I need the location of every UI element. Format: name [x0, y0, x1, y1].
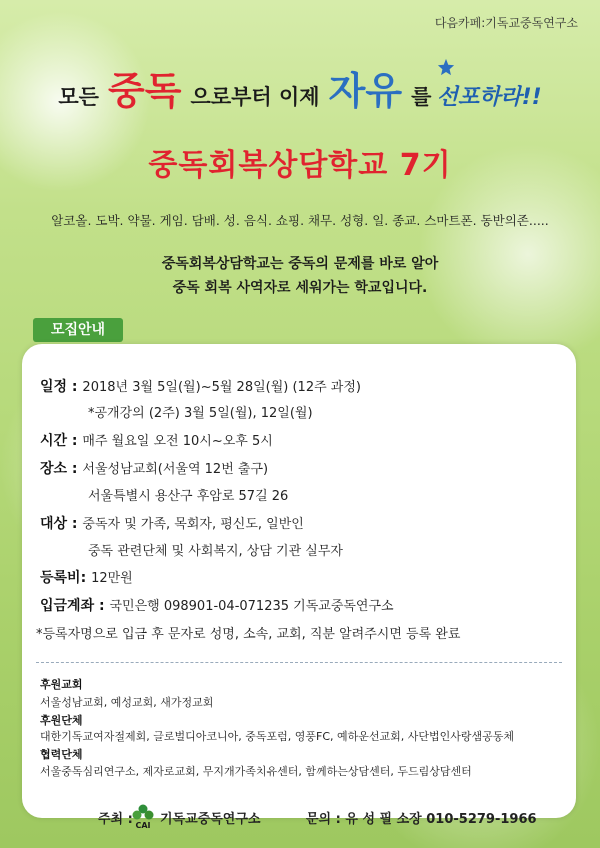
- fee-label: 등록비: [40, 570, 81, 586]
- time-value: 매주 월요일 오전 10시~오후 5시: [82, 434, 273, 449]
- place-address: 서울특별시 용산구 후암로 57길 26: [88, 489, 289, 504]
- schedule-row: 일정 : 2018년 3월 5일(월)~5월 28일(월) (12주 과정): [40, 379, 361, 395]
- host-label: 주최 :: [98, 812, 133, 827]
- account-label: 입금계좌: [40, 598, 95, 614]
- slogan-part1: 모든: [58, 85, 99, 109]
- cafe-name: 다음카페:기독교중독연구소: [434, 16, 578, 30]
- time-label: 시간: [40, 433, 68, 449]
- place-value: 서울성남교회(서울역 12번 출구): [82, 462, 269, 477]
- intro-line1: 중독회복상담학교는 중독의 문제를 바로 알아: [161, 256, 439, 272]
- fee-row: 등록비: 12만원: [40, 570, 133, 586]
- slogan-addiction: 중독: [108, 69, 182, 113]
- place-label: 장소: [40, 461, 68, 477]
- footer: [0, 808, 600, 848]
- fee-value: 12만원: [91, 571, 133, 586]
- coop-orgs: 서울중독심리연구소, 제자로교회, 무지개가족치유센터, 함께하는상담센터, 두드림상담센터: [40, 765, 472, 778]
- recruit-card: [22, 344, 576, 818]
- account-value: 국민은행 098901-04-071235 기독교중독연구소: [109, 599, 394, 614]
- slogan-freedom: 자유: [328, 69, 403, 113]
- star-icon: [437, 58, 455, 76]
- slogan-part3: 으로부터 이제: [190, 85, 320, 109]
- sponsor-orgs: 대한기독교여자절제회, 글로벌디아코니아, 중독포럼, 영풍FC, 예하운선교회, 사단법인사랑샘공동체: [40, 730, 515, 743]
- addiction-keywords: 알코올. 도박. 약물. 게임. 담배. 성. 음식. 쇼핑. 채무. 성형. 일. 종교. 스마트폰. 동반의존.....: [51, 213, 549, 228]
- schedule-note: *공개강의 (2주) 3월 5일(월), 12일(월): [88, 406, 313, 421]
- logo-text: CAI: [135, 821, 151, 830]
- schedule-value: 2018년 3월 5일(월)~5월 28일(월) (12주 과정): [82, 380, 361, 395]
- coop-orgs-label: 협력단체: [40, 748, 83, 761]
- intro-text: [0, 252, 600, 300]
- page-title: 중독회복상담학교 7기: [148, 148, 452, 183]
- registration-note: *등록자명으로 입금 후 문자로 성명, 소속, 교회, 직분 알려주시면 등록 완료: [36, 627, 461, 642]
- slogan: [0, 60, 600, 115]
- sponsor-orgs-label: 후원단체: [40, 714, 83, 727]
- place-row: 장소 : 서울성남교회(서울역 12번 출구): [40, 461, 269, 477]
- divider: [36, 662, 562, 663]
- target-value2: 중독 관련단체 및 사회복지, 상담 기관 실무자: [88, 544, 343, 559]
- time-row: 시간 : 매주 월요일 오전 10시~오후 5시: [40, 433, 273, 449]
- cai-logo: [130, 802, 156, 830]
- slogan-proclaim: 선포하라!!: [436, 85, 542, 110]
- schedule-label: 일정: [40, 379, 68, 395]
- host-org: 기독교중독연구소: [160, 812, 261, 827]
- recruit-tab: 모집안내: [33, 318, 123, 342]
- target-row: 대상 : 중독자 및 가족, 목회자, 평신도, 일반인: [40, 516, 304, 532]
- sponsor-churches-label: 후원교회: [40, 678, 83, 691]
- sponsor-churches: 서울성남교회, 예성교회, 새가정교회: [40, 696, 214, 709]
- slogan-part5: 를: [411, 85, 432, 109]
- target-value: 중독자 및 가족, 목회자, 평신도, 일반인: [82, 517, 304, 532]
- target-label: 대상: [40, 516, 68, 532]
- account-row: 입금계좌 : 국민은행 098901-04-071235 기독교중독연구소: [40, 598, 394, 614]
- inquiry: 문의 : 유 성 필 소장 010-5279-1966: [306, 812, 537, 827]
- intro-line2: 중독 회복 사역자로 세워가는 학교입니다.: [172, 280, 428, 296]
